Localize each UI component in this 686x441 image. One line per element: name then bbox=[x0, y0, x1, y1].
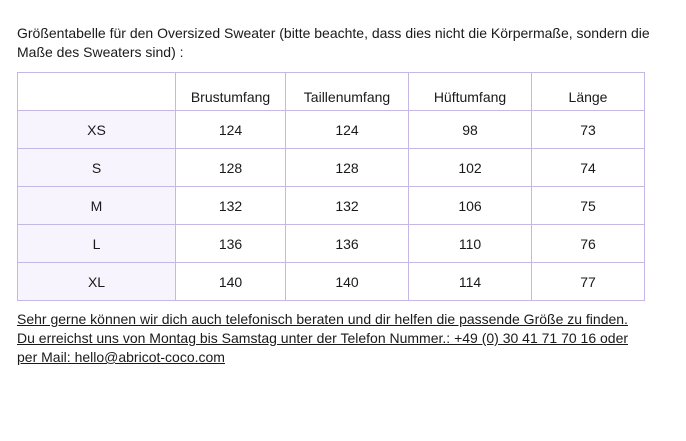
contact-line-advice: Sehr gerne können wir dich auch telefonisch beraten und dir helfen die passende Größe zu finden. bbox=[17, 311, 628, 327]
table-cell: 76 bbox=[532, 225, 645, 263]
table-cell: 77 bbox=[532, 263, 645, 301]
table-row bbox=[18, 225, 645, 263]
size-cell: XL bbox=[18, 263, 176, 301]
header-cell-brustumfang: Brustumfang bbox=[176, 73, 286, 111]
table-header-row bbox=[18, 73, 645, 111]
table-cell: 132 bbox=[176, 187, 286, 225]
table-cell: 132 bbox=[286, 187, 409, 225]
table-cell: 140 bbox=[176, 263, 286, 301]
contact-info bbox=[17, 310, 657, 367]
table-cell: 74 bbox=[532, 149, 645, 187]
size-cell: M bbox=[18, 187, 176, 225]
table-cell: 98 bbox=[409, 111, 532, 149]
table-cell: 124 bbox=[176, 111, 286, 149]
table-cell: 75 bbox=[532, 187, 645, 225]
header-cell-taillenumfang: Taillenumfang bbox=[286, 73, 409, 111]
table-row bbox=[18, 111, 645, 149]
table-cell: 106 bbox=[409, 187, 532, 225]
header-cell-laenge: Länge bbox=[532, 73, 645, 111]
contact-line-email[interactable]: per Mail: hello@abricot-coco.com bbox=[17, 349, 225, 365]
table-cell: 73 bbox=[532, 111, 645, 149]
table-cell: 136 bbox=[286, 225, 409, 263]
table-row bbox=[18, 149, 645, 187]
table-cell: 140 bbox=[286, 263, 409, 301]
table-cell: 128 bbox=[176, 149, 286, 187]
table-row bbox=[18, 263, 645, 301]
size-cell: S bbox=[18, 149, 176, 187]
table-row bbox=[18, 187, 645, 225]
size-cell: XS bbox=[18, 111, 176, 149]
table-cell: 124 bbox=[286, 111, 409, 149]
size-table bbox=[17, 72, 645, 301]
table-cell: 136 bbox=[176, 225, 286, 263]
header-cell-empty bbox=[18, 73, 176, 111]
table-cell: 128 bbox=[286, 149, 409, 187]
table-cell: 114 bbox=[409, 263, 532, 301]
table-cell: 102 bbox=[409, 149, 532, 187]
header-cell-hueftumfang: Hüftumfang bbox=[409, 73, 532, 111]
size-cell: L bbox=[18, 225, 176, 263]
contact-line-phone[interactable]: Du erreichst uns von Montag bis Samstag unter der Telefon Nummer.: +49 (0) 30 41 71 70 16 oder bbox=[17, 330, 629, 346]
size-chart-intro: Größentabelle für den Oversized Sweater (bitte beachte, dass dies nicht die Körpermaße, sondern die Maße des Sweaters sind) : bbox=[17, 25, 650, 60]
table-cell: 110 bbox=[409, 225, 532, 263]
